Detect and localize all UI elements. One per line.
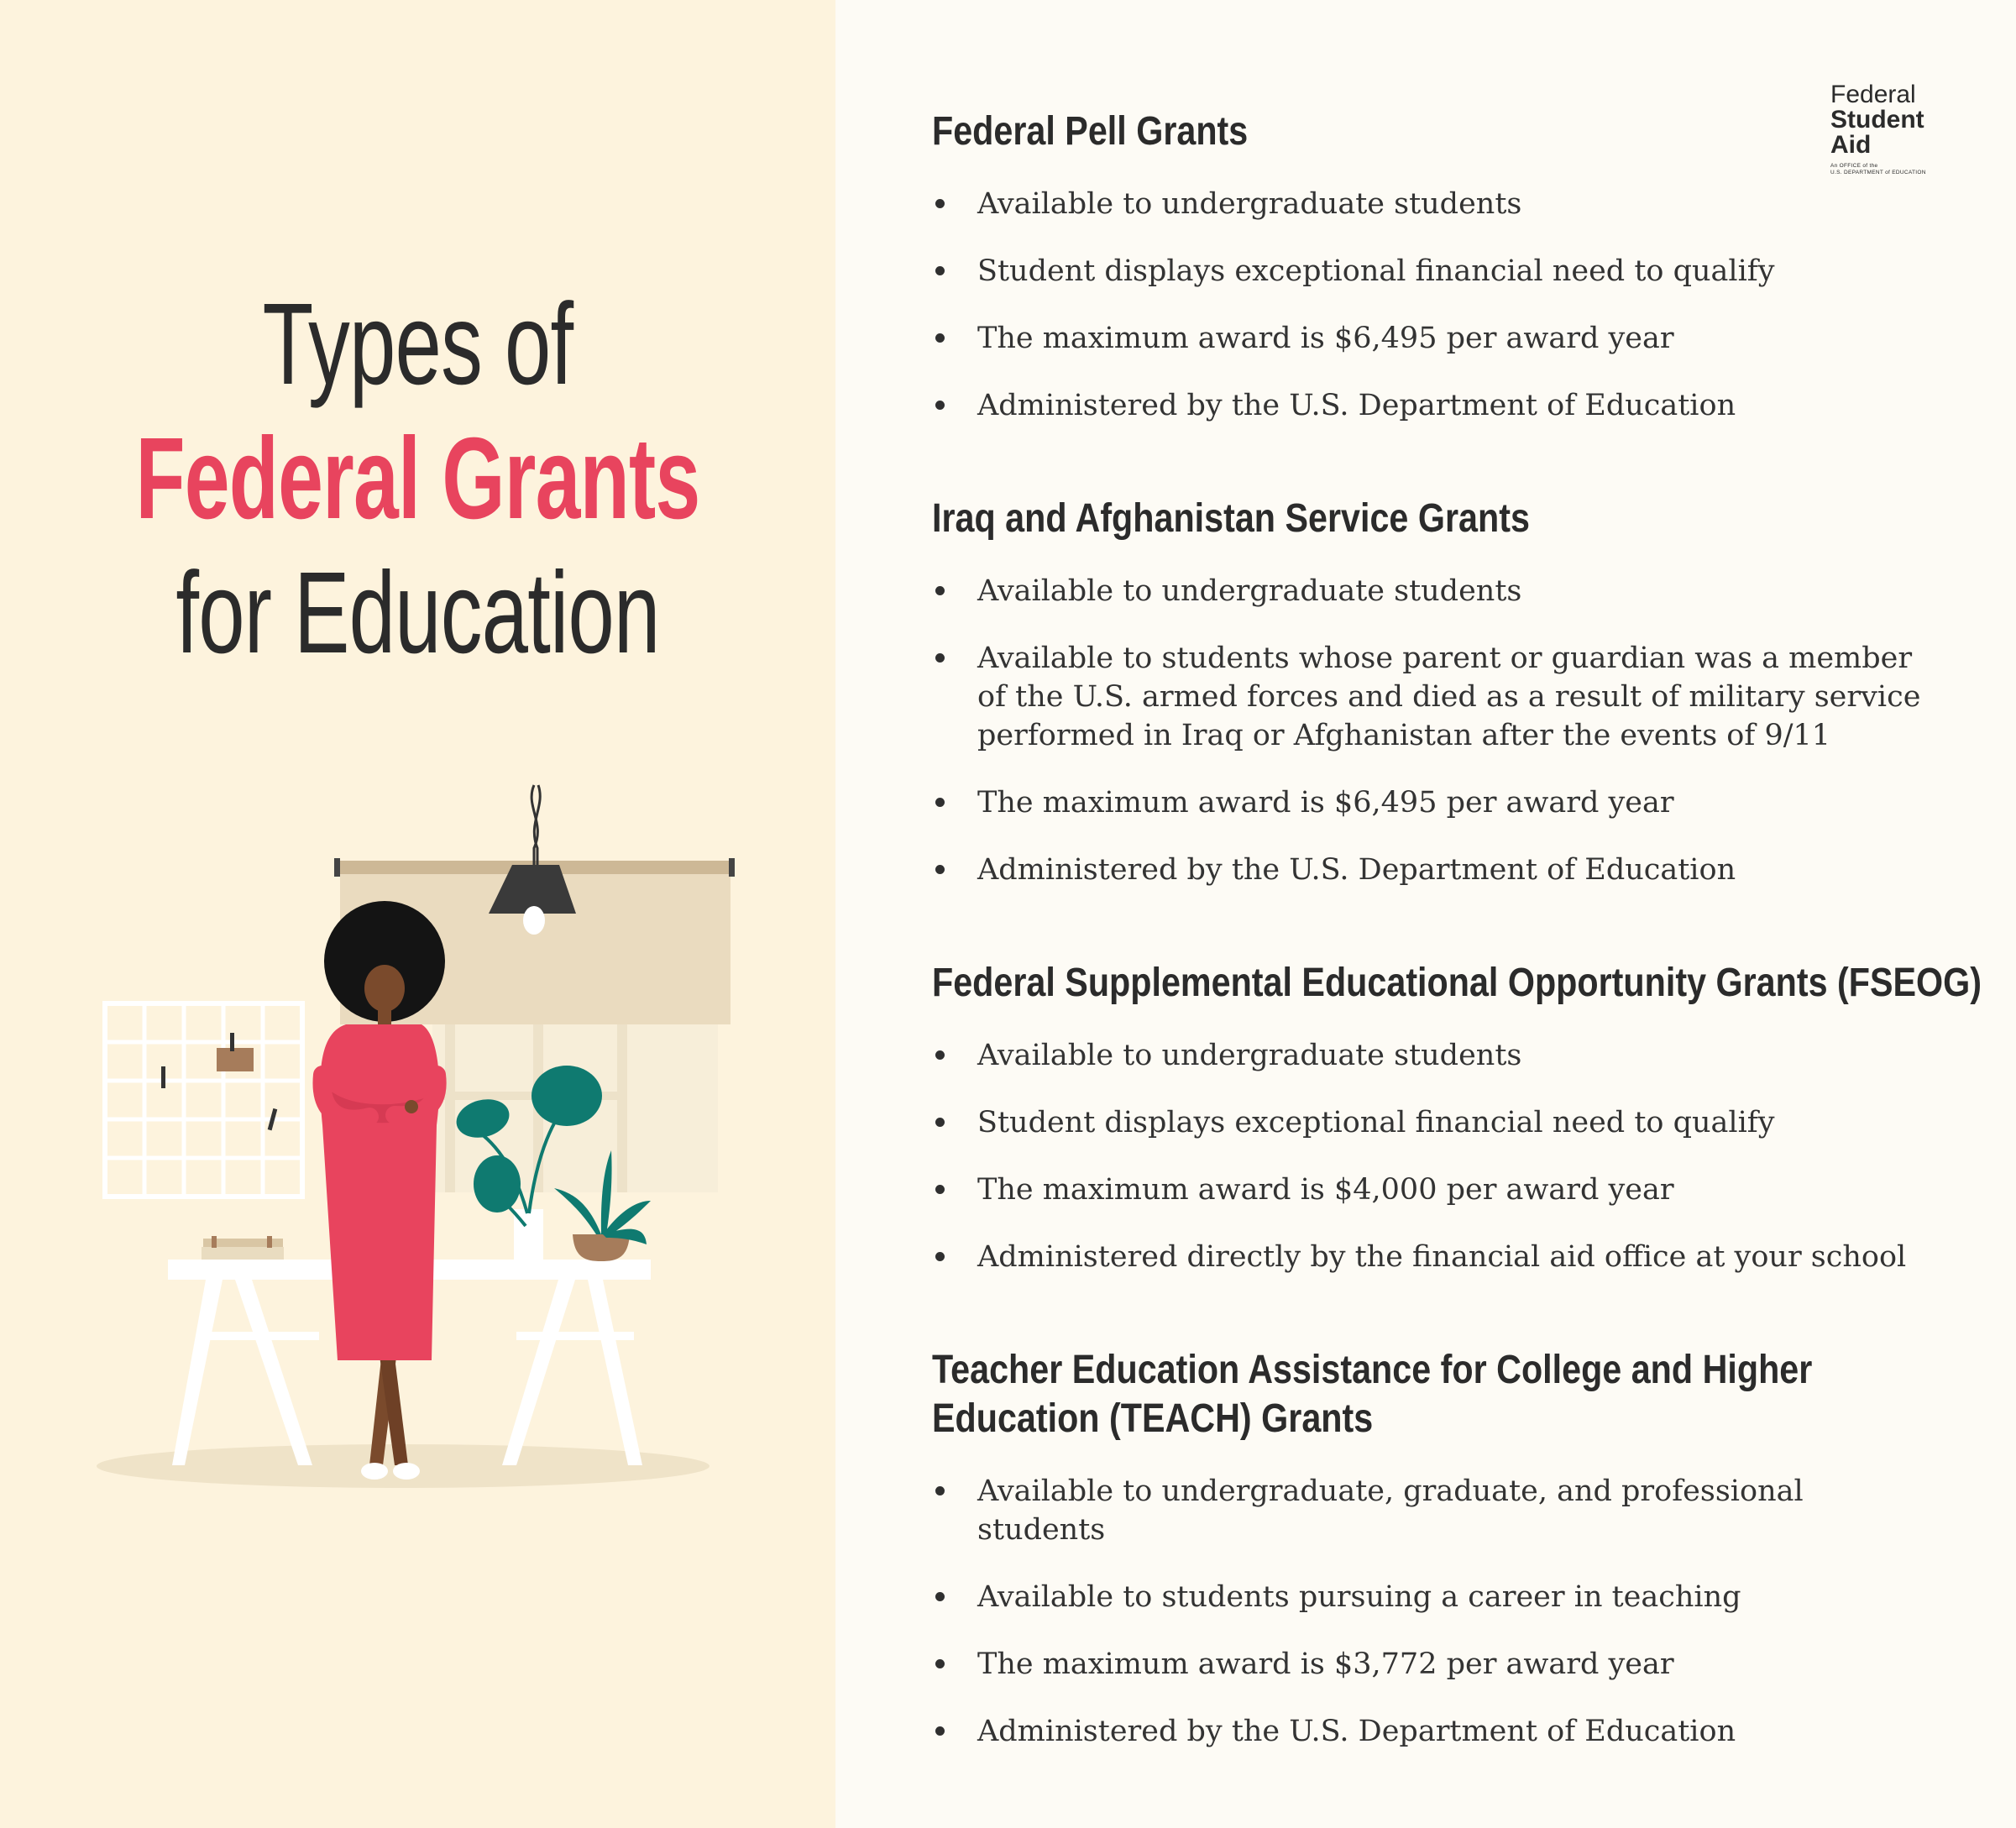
bullet-icon — [935, 1592, 945, 1601]
bullet-text: Available to undergraduate students — [977, 1039, 1522, 1072]
title-line-2: Federal Grants — [135, 414, 700, 543]
bullet-text: Available to undergraduate students — [977, 187, 1522, 221]
bullet-text: Administered by the U.S. Department of Education — [977, 1715, 1736, 1748]
list-item — [932, 1103, 1931, 1142]
list-item — [932, 319, 1931, 358]
bullet-text: The maximum award is $3,772 per award year — [977, 1647, 1674, 1681]
section-pell-grants — [932, 107, 1931, 425]
bullet-text: Administered by the U.S. Department of Education — [977, 853, 1736, 887]
title-line-3: for Education — [175, 548, 660, 678]
section-heading: Federal Supplemental Educational Opportunity Grants (FSEOG) — [932, 961, 1982, 1005]
list-item — [932, 252, 1931, 291]
bullet-icon — [935, 1486, 945, 1495]
pendant-lamp-icon — [489, 785, 576, 935]
bullet-text: Student displays exceptional financial need to qualify — [977, 254, 1775, 288]
bullet-text: The maximum award is $6,495 per award year — [977, 786, 1674, 820]
list-item — [932, 386, 1931, 425]
list-item — [932, 783, 1931, 822]
list-item — [932, 1645, 1931, 1684]
bullet-list — [932, 1036, 1931, 1276]
bullet-icon — [935, 653, 945, 663]
title-line-1: Types of — [262, 280, 573, 409]
logo-word-federal: Federal — [1830, 81, 1916, 108]
section-iraq-afghanistan-grants — [932, 495, 1931, 889]
list-item — [932, 572, 1931, 610]
list-item — [932, 1238, 1931, 1276]
bullet-icon — [935, 1659, 945, 1668]
bullet-text: Available to undergraduate, graduate, and professional students — [977, 1474, 1804, 1547]
page-title — [0, 277, 835, 680]
bullet-text: Available to undergraduate students — [977, 574, 1522, 608]
left-panel — [0, 0, 835, 1828]
bullet-text: The maximum award is $4,000 per award year — [977, 1173, 1674, 1207]
bullet-icon — [935, 798, 945, 807]
books — [202, 1236, 284, 1260]
logo-word-aid: Aid — [1830, 131, 1872, 159]
list-item — [932, 851, 1931, 889]
bullet-icon — [935, 865, 945, 874]
office-illustration — [0, 756, 835, 1511]
bullet-icon — [935, 1252, 945, 1261]
bullet-text: Administered by the U.S. Department of Education — [977, 389, 1736, 422]
section-heading: Iraq and Afghanistan Service Grants — [932, 496, 1530, 541]
bullet-text: The maximum award is $6,495 per award year — [977, 322, 1674, 355]
bullet-text: Available to students whose parent or guardian was a member of the U.S. armed forces and died as a result of military service performed in Iraq or Afghanistan after the events of 9/11 — [977, 642, 1921, 752]
wall-grid-board — [105, 1003, 302, 1197]
bullet-text: Available to students pursuing a career in teaching — [977, 1580, 1741, 1614]
bullet-text: Administered directly by the financial aid office at your school — [977, 1240, 1907, 1274]
bullet-icon — [935, 333, 945, 343]
woman-figure — [320, 901, 445, 1480]
bullet-list — [932, 185, 1931, 425]
section-heading: Teacher Education Assistance for College and Higher Education (TEACH) Grants — [932, 1348, 1813, 1441]
bullet-icon — [935, 266, 945, 275]
list-item — [932, 1472, 1931, 1549]
logo-subtitle-1: An OFFICE of the — [1830, 163, 1878, 169]
logo-word-student: Student — [1830, 106, 1924, 134]
list-item — [932, 185, 1931, 223]
logo-subtitle-2: U.S. DEPARTMENT of EDUCATION — [1830, 170, 1926, 175]
bullet-text: Student displays exceptional financial need to qualify — [977, 1106, 1775, 1139]
section-teach-grants — [932, 1346, 1931, 1751]
bullet-icon — [935, 586, 945, 595]
list-item — [932, 639, 1931, 755]
list-item — [932, 1712, 1931, 1751]
bullet-icon — [935, 199, 945, 208]
list-item — [932, 1578, 1931, 1616]
bullet-icon — [935, 401, 945, 410]
bullet-list — [932, 1472, 1931, 1751]
bullet-icon — [935, 1050, 945, 1060]
list-item — [932, 1171, 1931, 1209]
bullet-icon — [935, 1185, 945, 1194]
list-item — [932, 1036, 1931, 1075]
bullet-icon — [935, 1726, 945, 1736]
bullet-list — [932, 572, 1931, 889]
bullet-icon — [935, 1118, 945, 1127]
section-heading: Federal Pell Grants — [932, 109, 1249, 154]
section-fseog — [932, 959, 1982, 1276]
